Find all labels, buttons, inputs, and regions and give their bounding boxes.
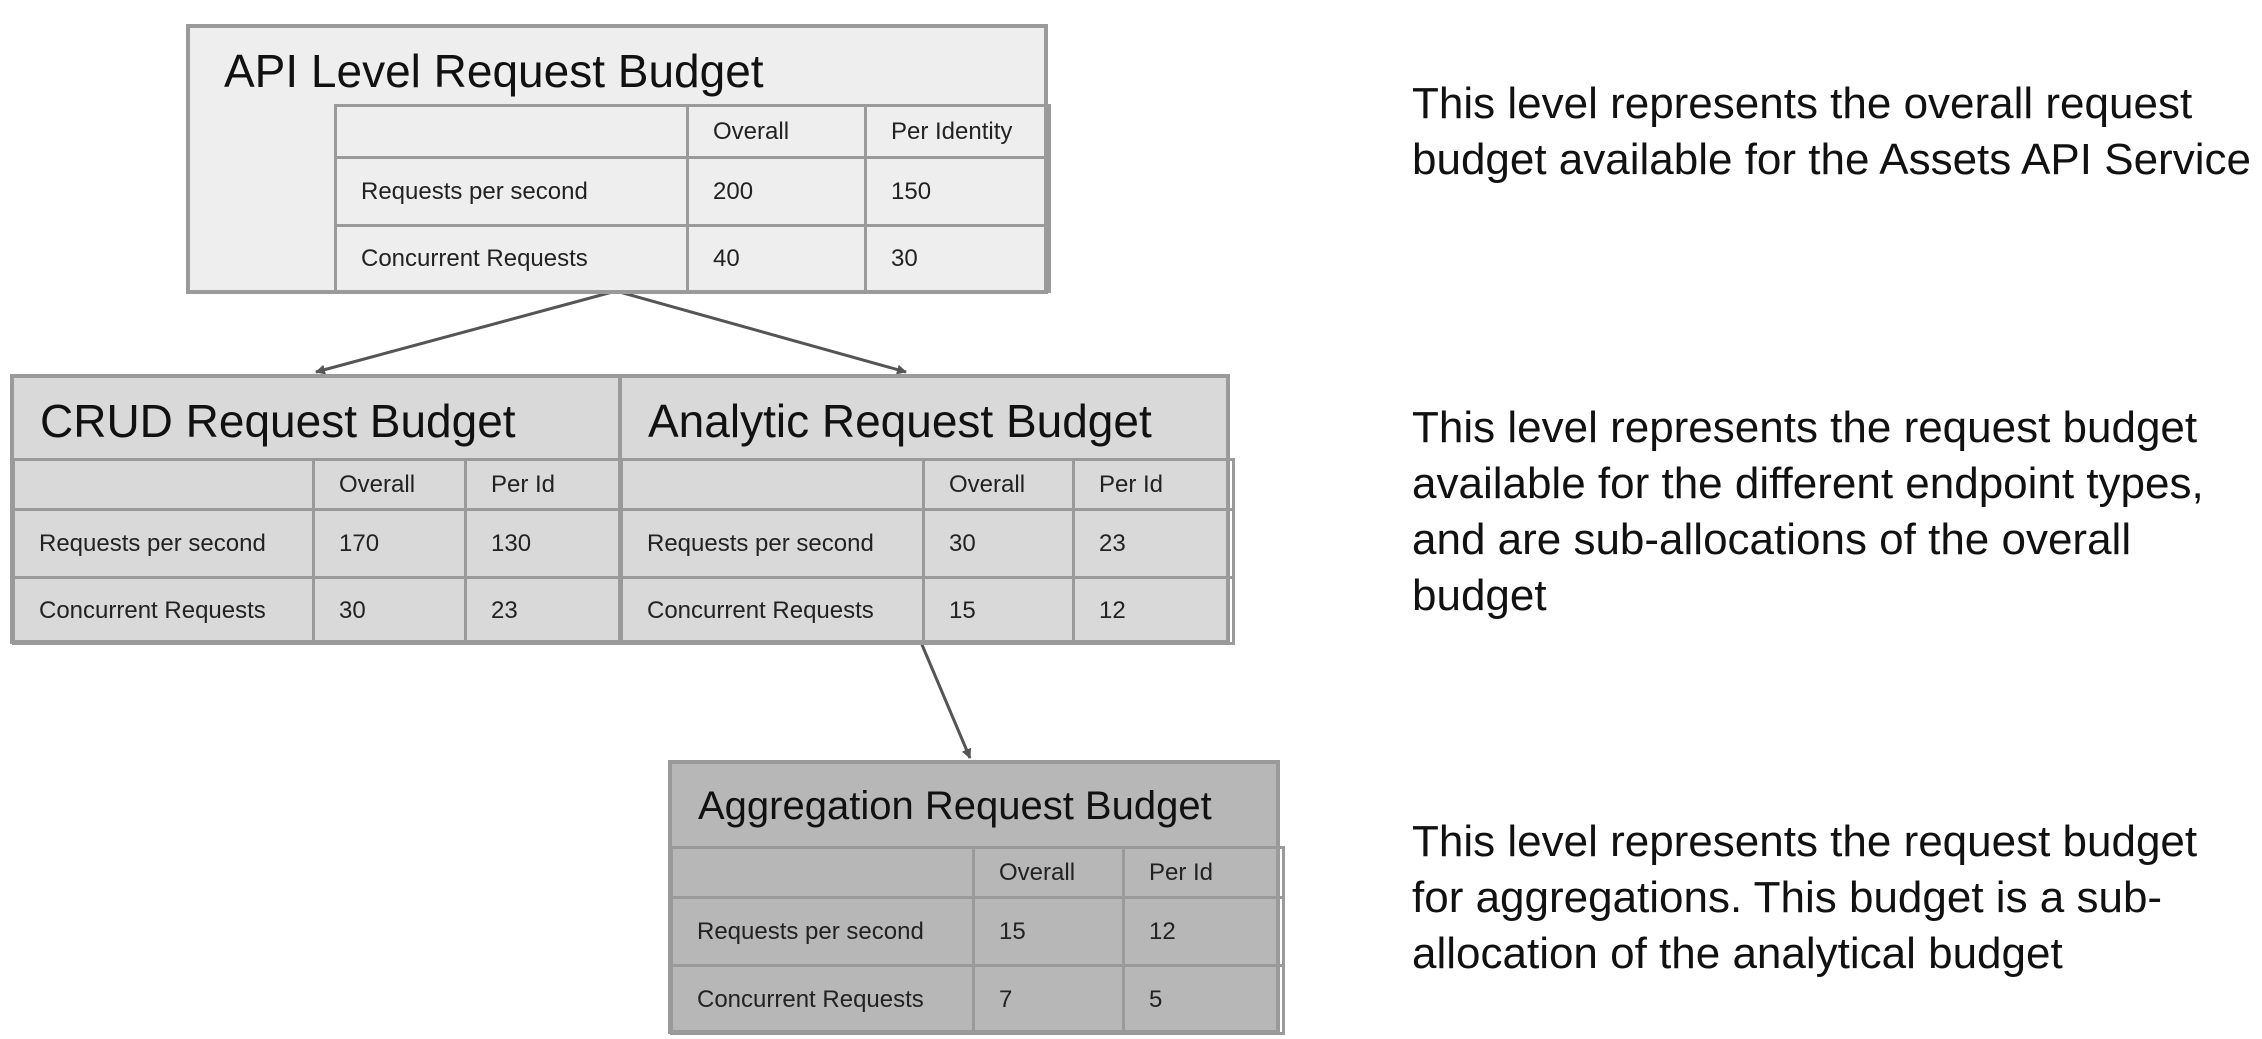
header-cell: Per Id	[466, 460, 626, 510]
header-cell	[672, 848, 974, 898]
row-label: Concurrent Requests	[672, 966, 974, 1034]
cell-per: 23	[466, 578, 626, 644]
cell-overall: 15	[974, 898, 1124, 966]
header-cell: Per Identity	[866, 106, 1050, 158]
header-cell: Overall	[688, 106, 866, 158]
row-label: Concurrent Requests	[336, 226, 688, 292]
cell-per: 5	[1124, 966, 1284, 1034]
header-cell	[14, 460, 314, 510]
api-budget-table	[334, 104, 1051, 293]
level3-description: This level represents the request budget for aggregations. This budget is a sub-allocation of the analytical budget	[1412, 817, 2198, 978]
header-cell: Per Id	[1074, 460, 1234, 510]
row-label: Concurrent Requests	[14, 578, 314, 644]
cell-per: 12	[1124, 898, 1284, 966]
analytic-budget-title: Analytic Request Budget	[648, 395, 1152, 447]
row-label: Concurrent Requests	[622, 578, 924, 644]
aggregation-budget-title: Aggregation Request Budget	[698, 784, 1212, 828]
analytic-budget-box	[618, 374, 1230, 644]
cell-per: 150	[866, 158, 1050, 226]
crud-budget-box	[10, 374, 622, 644]
aggregation-budget-box	[668, 760, 1280, 1034]
aggregation-budget-table	[670, 846, 1285, 1035]
row-label: Requests per second	[672, 898, 974, 966]
cell-per: 30	[866, 226, 1050, 292]
api-budget-box	[186, 24, 1048, 294]
cell-overall: 200	[688, 158, 866, 226]
cell-overall: 15	[924, 578, 1074, 644]
crud-budget-table	[12, 458, 627, 645]
level1-description: This level represents the overall request budget available for the Assets API Service	[1412, 79, 2251, 184]
cell-overall: 7	[974, 966, 1124, 1034]
api-budget-title: API Level Request Budget	[224, 45, 764, 97]
cell-per: 130	[466, 510, 626, 578]
level2-description: This level represents the request budget available for the different endpoint types, and are sub-allocations of the overall budget	[1412, 403, 2204, 620]
arrow-api-to-analytic	[616, 291, 906, 372]
cell-overall: 30	[314, 578, 466, 644]
row-label: Requests per second	[336, 158, 688, 226]
header-cell: Overall	[974, 848, 1124, 898]
crud-budget-title: CRUD Request Budget	[40, 395, 516, 447]
header-cell: Overall	[924, 460, 1074, 510]
header-cell	[336, 106, 688, 158]
row-label: Requests per second	[14, 510, 314, 578]
arrow-api-to-crud	[316, 291, 616, 372]
cell-overall: 170	[314, 510, 466, 578]
header-cell	[622, 460, 924, 510]
header-cell: Per Id	[1124, 848, 1284, 898]
cell-per: 12	[1074, 578, 1234, 644]
analytic-budget-table	[620, 458, 1235, 645]
arrow-analytic-to-aggregation	[920, 640, 970, 758]
cell-per: 23	[1074, 510, 1234, 578]
cell-overall: 30	[924, 510, 1074, 578]
row-label: Requests per second	[622, 510, 924, 578]
cell-overall: 40	[688, 226, 866, 292]
header-cell: Overall	[314, 460, 466, 510]
